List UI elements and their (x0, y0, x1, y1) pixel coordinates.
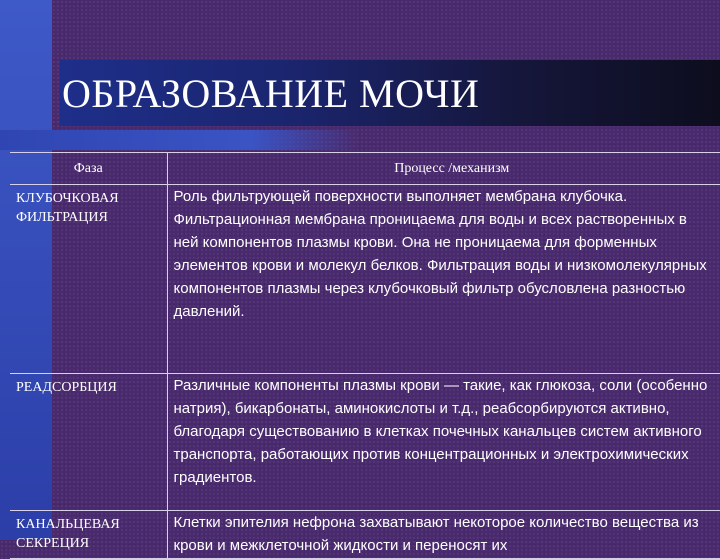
process-cell: Различные компоненты плазмы крови — такие, как глюкоза, соли (особенно натрия), бикарбонаты, аминокислоты и т.д., реабсорбируются активно, благодаря существованию в клетках почечных канальцев систем активного транспорта, работающих против концентрационных и электрохимических градиентов. (167, 374, 720, 511)
slide-title: ОБРАЗОВАНИЕ МОЧИ (62, 71, 480, 116)
table-row (10, 511, 720, 559)
phase-cell: КЛУБОЧКОВАЯ ФИЛЬТРАЦИЯ (10, 185, 167, 374)
table-header-row (10, 153, 720, 185)
table-row (10, 185, 720, 374)
decorative-horizontal-stripe (0, 130, 360, 150)
table-row (10, 374, 720, 511)
process-cell: Клетки эпителия нефрона захватывают некоторое количество вещества из крови и межклеточной жидкости и переносят их (167, 511, 720, 559)
phase-cell: КАНАЛЬЦЕВАЯ СЕКРЕЦИЯ (10, 511, 167, 559)
column-header-process: Процесс /механизм (167, 153, 720, 185)
process-cell: Роль фильтрующей поверхности выполняет мембрана клубочка. Фильтрационная мембрана проницаема для воды и всех растворенных в ней компонентов плазмы крови. Она не проницаема для форменных элементов крови и молекул белков. Фильтрация воды и низкомолекулярных компонентов плазмы через клубочковый фильтр обусловлена разностью давлений. (167, 185, 720, 374)
urine-formation-table (10, 152, 720, 559)
phase-cell: РЕАДСОРБЦИЯ (10, 374, 167, 511)
column-header-phase: Фаза (10, 153, 167, 185)
